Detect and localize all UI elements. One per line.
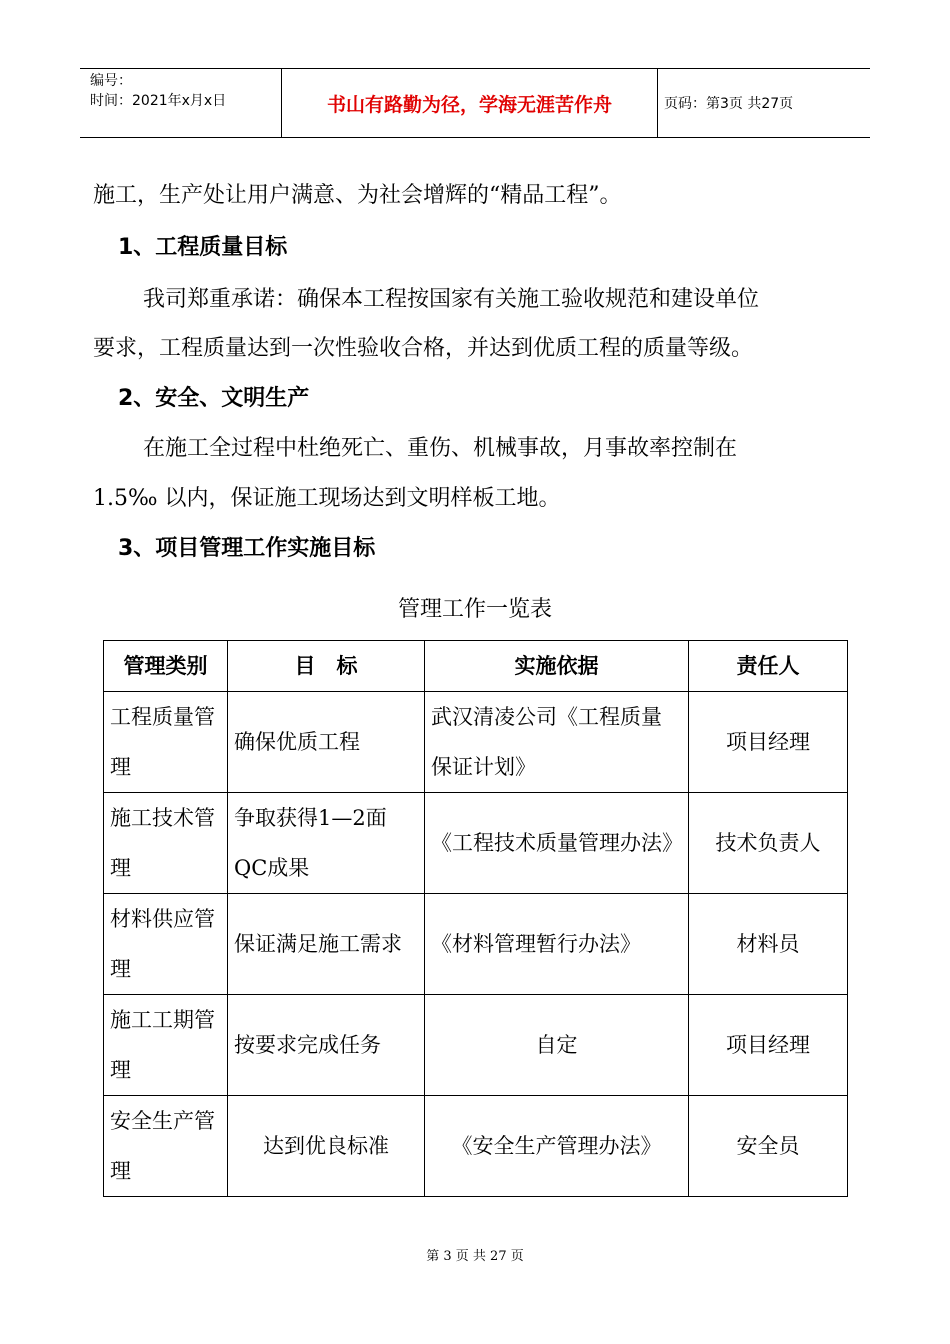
- table-header-cell: 实施依据: [425, 641, 689, 692]
- document-date: 时间：2021年x月x日: [90, 93, 227, 109]
- table-cell: 项目经理: [689, 692, 848, 793]
- table-cell: 自定: [425, 995, 689, 1096]
- paragraph-line: 在施工全过程中杜绝死亡、重伤、机械事故，月事故率控制在: [143, 436, 738, 461]
- table-cell: 材料员: [689, 894, 848, 995]
- section-heading-management: 3、项目管理工作实施目标: [118, 536, 376, 561]
- table-cell: 材料供应管理: [104, 894, 228, 995]
- table-cell: 《材料管理暂行办法》: [425, 894, 689, 995]
- table-title: 管理工作一览表: [397, 597, 552, 622]
- table-cell: 《工程技术质量管理办法》: [425, 793, 689, 894]
- table-cell: 保证满足施工需求: [228, 894, 425, 995]
- table-row: [104, 894, 848, 995]
- table-cell: 工程质量管理: [104, 692, 228, 793]
- paragraph-line: 要求，工程质量达到一次性验收合格，并达到优质工程的质量等级。: [93, 336, 754, 361]
- management-table: [103, 640, 848, 1197]
- table-cell: 达到优良标准: [228, 1096, 425, 1197]
- page-header: [80, 68, 870, 138]
- paragraph-line: 我司郑重承诺：确保本工程按国家有关施工验收规范和建设单位: [143, 287, 760, 312]
- table-row: [104, 793, 848, 894]
- table-header-cell: 责任人: [689, 641, 848, 692]
- table-cell: 项目经理: [689, 995, 848, 1096]
- table-cell: 安全员: [689, 1096, 848, 1197]
- table-cell: 施工技术管理: [104, 793, 228, 894]
- document-number: 编号：: [90, 73, 132, 89]
- table-header-cell: 管理类别: [104, 641, 228, 692]
- table-cell: 施工工期管理: [104, 995, 228, 1096]
- page-footer: 第 3 页 共 27 页: [426, 1249, 524, 1264]
- header-page-info: 页码：第3页 共27页: [664, 96, 794, 112]
- table-row: [104, 692, 848, 793]
- table-cell: 技术负责人: [689, 793, 848, 894]
- table-row: [104, 995, 848, 1096]
- header-meta: [80, 69, 282, 137]
- header-motto: 书山有路勤为径，学海无涯苦作舟: [282, 69, 658, 137]
- paragraph-line: 施工，生产处让用户满意、为社会增辉的“精品工程”。: [93, 183, 622, 208]
- table-cell: 按要求完成任务: [228, 995, 425, 1096]
- table-cell: 确保优质工程: [228, 692, 425, 793]
- table-row: [104, 1096, 848, 1197]
- paragraph-line: 1.5‰ 以内，保证施工现场达到文明样板工地。: [93, 486, 561, 511]
- table-header-cell: 目 标: [228, 641, 425, 692]
- section-heading-quality: 1、工程质量目标: [118, 235, 288, 260]
- table-header-row: [104, 641, 848, 692]
- table-cell: 《安全生产管理办法》: [425, 1096, 689, 1197]
- section-heading-safety: 2、安全、文明生产: [118, 386, 310, 411]
- table-cell: 争取获得1—2面QC成果: [228, 793, 425, 894]
- table-cell: 安全生产管理: [104, 1096, 228, 1197]
- table-cell: 武汉清凌公司《工程质量保证计划》: [425, 692, 689, 793]
